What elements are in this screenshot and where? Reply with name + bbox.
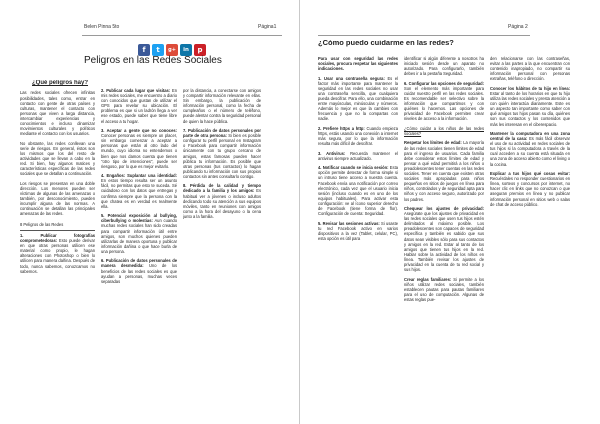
p2-column-2 xyxy=(404,56,484,418)
p1-column-1 xyxy=(20,80,95,410)
item-text: Si permite a los niños utilizar redes sociales, también establecen pautas para pautas familiares para el uso de computación. Algunas de estas reglas pue- xyxy=(404,276,484,302)
paragraph: Las redes sociales ofrecen infinitas posibilidades, tales como, entrar en contacto con gente de otras países y culturas, mantener el contacto con personas que viven a larga distancia, intercambiar experiencias y conocimientos e incluso dinamizar movimientos culturales y políticos mediante el contacto con los usuarios. xyxy=(20,90,95,137)
children-safety-link[interactable]: ¿Cómo cuidar a los niños de las redes sociales? xyxy=(404,125,484,136)
item-title: Explicar a tus hijos qué cosas evitar: xyxy=(490,171,570,177)
p1-column-3 xyxy=(183,88,261,414)
p2-column-1 xyxy=(318,56,398,418)
item-title: 2. Prefiere https a http: xyxy=(318,125,365,131)
item-title: 5. Revisar las sesiones activas: xyxy=(318,220,380,226)
item-title: Crear reglas familiares: xyxy=(404,276,452,282)
item-title: 6. Configurar las opciones de seguridad: xyxy=(404,80,484,86)
item-title: 1. Publicar fotografías comprometedoras: xyxy=(20,233,95,244)
paragraph: Los riesgos se presentan en una doble dirección. Los menores pueden ser víctimas de algunas de las amenazas o también, por desconocimiento, pueden incumplir alguna de las normas. A continuación se detallan las principales amenazas de las redes. xyxy=(20,180,95,217)
item-title: 4. Notificar cuando se inicia sesión: xyxy=(318,165,389,171)
header-rule xyxy=(318,35,530,36)
item-text: Aun cuando muchas redes sociales han sido creadas para compartir información útil entre amigos, son muchos quienes pueden utilizarlas de manera oportuna y publicar información dañina o que hace burla de una persona. xyxy=(101,218,177,254)
item-title: 1. Usar una contraseña segura: xyxy=(318,75,385,81)
divider xyxy=(20,230,95,231)
item-text: Es habitual ver a jóvenes o incluso adultos dedicando todo su atención a sus equipos móviles, tanto en reuniones con amigos como a la hora del desayuno o la cena junto a la familia. xyxy=(183,188,261,219)
page-title: Peligros en las Redes Sociales xyxy=(84,55,222,66)
item-text: Conocer personas es siempre un placer, sin embargo comenzar a aceptar a personas que están al otro lado del mundo, cuyo idioma no entendemos o bien que nos damos cuenta que tienen "otro tipo de intenciones", puede ser riesgoso, por lo que es mejor evitarlo. xyxy=(101,133,177,169)
page-label: Página 2 xyxy=(508,24,528,30)
paragraph: No obstante, las redes conllevan una serie de riesgos. En general, éstos son los mismos que los del resto de actividades que se llevan a cabo en la red. Si bien, hay algunos matices y características específicas de las redes sociales que se detallan a continuación. xyxy=(20,140,95,177)
item-text: En mis redes sociales, me encuentro a diario con conocidos que gustan de utilizar el GPS para revelar su ubicación. El problema es que si un ladrón llega a ver ese estado, puede saber que tiene libre el acceso a tu hogar. xyxy=(101,88,177,124)
item-title: 3. Antivirus: xyxy=(318,150,346,156)
facebook-icon: f xyxy=(138,44,150,56)
intro: Para usar con seguridad las redes sociales, procura respetar las siguientes indicaciones. xyxy=(318,56,398,72)
item-text: Recuerda mantener el antivirus siempre actualizado. xyxy=(318,150,398,161)
page-label: Página1 xyxy=(258,24,277,30)
paragraph: identificar si algún diferente a nosotros ha iniciado sesión desde un aparato no autorizado. Para configurarlo, también debes ir a la pestaña Seguridad. xyxy=(404,56,484,77)
p2-heading-wrap xyxy=(318,40,538,54)
linkedin-icon: in xyxy=(180,44,192,56)
paragraph: por la distancia, a conectarse con amigos y compartir información relevante en ellas. Sin embargo, la publicación de información personal, como la fecha de cumpleaños o el número de teléfono, puede alentar contra la seguridad personal de quien la hace pública. xyxy=(183,88,261,124)
item-title: 8. Pérdida de la calidad y tiempo dedicado a la familia y los amigos: xyxy=(183,183,261,194)
item-text: Si bien es posible configurar tu perfil personal en Instagram o Facebook para compartir información únicamente con tu grupo cercano de amigos, estas famosas pueden hacer pública tu información. Es posible que otras personas (tus contactos) lo hagan publicando tu información con sus propios contactos sin antes consultarlo contigo. xyxy=(183,133,261,179)
item-title: 3. Aceptar a gente que no conoces: xyxy=(101,128,177,134)
section-heading: ¿Qué peligros hay? xyxy=(32,80,89,86)
item-text: La mayoría de las redes sociales tienen límites de edad para el ingreso de usuarios. Cada familia debe considerar estos límites de edad y pensar a qué edad permitirá a los niños o preadolescentes tener cuentas en las redes sociales. Tener en cuenta que existen otras sociales más apropiadas para niños pequeños en sitios de juegos en línea para niños, controlados y de seguridad apta para niños y con acceso seguro, autorizado por los padres. xyxy=(404,140,484,202)
item-title: 2. Publicar cada lugar que visitas: xyxy=(101,88,171,93)
item-text: Son el elemento más importante para cuidar nuestro perfil en las redes sociales. Es recomendable ser selectivo sobre la información que compartimos y con quiénes lo hacemos. Las opciones de privacidad de Facebook permiten crear niveles de acceso a la información. xyxy=(404,85,484,122)
author-name: Belen Pinna 5to xyxy=(84,24,120,30)
p1-column-2 xyxy=(101,88,177,414)
item-text: Cuando empieza https, estás usando una conexión a internet más segura, por lo que la información resulta más difícil de descifrar. xyxy=(318,125,398,147)
item-title: Conocer los hábitos de tu hijo en línea: xyxy=(490,85,570,91)
p2-column-3 xyxy=(490,56,570,418)
item-text: Esta opción permite detectar de forma simple si un intruso tiene acceso a nuestra cuenta. Facebook envía una notificación por correo electrónico, cada vez que el usuario inicia sesión (incluso cuando es en uno de los equipos habituales). Para activar esta configuración: ve al ícono superior derecho de Facebook (tiene forma de flor). Configuración de cuenta: Seguridad. xyxy=(318,165,398,217)
item-title: Chequear los ajustes de privacidad: xyxy=(404,206,484,211)
item-title: Respetar los límites de edad: xyxy=(404,140,462,146)
item-text: En estos tiempo resulta ser un asunto fácil, no permitas que esto te suceda. Sé cuidadoso con los datos que entregas y confirma siempre que la persona con la que chatea es en verdad es realmente ella. xyxy=(101,178,177,209)
section-heading: ¿Cómo puedo cuidarme en las redes? xyxy=(318,40,454,47)
pinterest-icon: p xyxy=(194,44,206,56)
divider-label: 8 Peligros de las Redes xyxy=(20,222,64,228)
item-title: 6. Publicación de datos personales de manera desmedida: xyxy=(101,258,177,269)
item-title: 7. Publicación de datos personales por parte de otra persona: xyxy=(183,128,261,139)
twitter-icon: t xyxy=(152,44,164,56)
item-text: Recuérdales no responder cuestionarios en línea, sorteos y concursos por internet, no hacer clic en links que no conozcan o que aseguran premios en línea y no publicar información personal en sitios web o salas de chat de acceso público. xyxy=(490,176,570,207)
header-rule xyxy=(82,35,282,36)
item-text: Asegúrate que los ajustes de privacidad en las redes sociales que usen tus hijos estén delimitados al máximo posible. Los preadolescentes son capaces de seguridad específica y también es sabido que sus datos sean visibles sólo para sus contactos y amigos en la red. Estar al tanto de los amigos que tienen tus hijos en la red. Hablar sobre la actividad de los niños en línea. También revisar los ajustes de privacidad en la cuenta de tu red social y sus hijos. xyxy=(404,211,484,273)
item-text: Uno de los beneficios de las redes sociales es que ayudan a personas, muchas veces separadas xyxy=(101,263,177,284)
google-plus-icon: g+ xyxy=(166,44,178,56)
item-title: 5. Potencial exposición al bullying, ciberbullying o molestias: xyxy=(101,213,177,224)
item-title: Mantener la computadora en una zona central de la casa: xyxy=(490,131,570,142)
item-text: Si usaste tu red Facebook activo en varios dispositivos a la vez (Tablet, celular, PC), esta opción es útil para xyxy=(318,220,398,241)
paragraph: den relacionarse con las contraseñas, evitar a las partes a la que encuentran con contenido inapropiado, no compartir su información personal con personas extrañas, teléfono o dirección. xyxy=(490,56,570,82)
item-text: Estar al tanto de los horarios en que tu hijo utiliza las redes sociales y presta atención a con quién interactúa diariamente. Este es un aspecto tan importante como saber con qué amigos tus hijos pasan su día, quiénes son sus contactos y los contenidos que más les interesan en el ciberespacio. xyxy=(490,90,570,127)
item-title: 4. Engaños: Suplantar una identidad: xyxy=(101,173,177,179)
item-text: Esto puede derivar en que otras personas utilicen ese material como propio, le hagan alteraciones con Photoshop o bien lo utilicen para manera dañina. Después de todo, nunca sabemos, conozcamos no sabemos. xyxy=(20,238,95,274)
page-two xyxy=(300,0,600,424)
item-text: Es el factor más importante para mantener la seguridad en las redes sociales no usar una contraseña sencilla, que cualquiera pueda descifrar. Para ello, una combinación entre mayúsculas, minúsculas y números. Además lo mejor es que la cambies con frecuencia y que no la compartas con nadie. xyxy=(318,75,398,122)
item-text: Es más fácil observar el uso de su actividad en redes sociales de tus hijos si la computadora a través de la cual acceden a su cuenta está situada en una zona de acceso abierto como el living o la cocina. xyxy=(490,136,570,167)
